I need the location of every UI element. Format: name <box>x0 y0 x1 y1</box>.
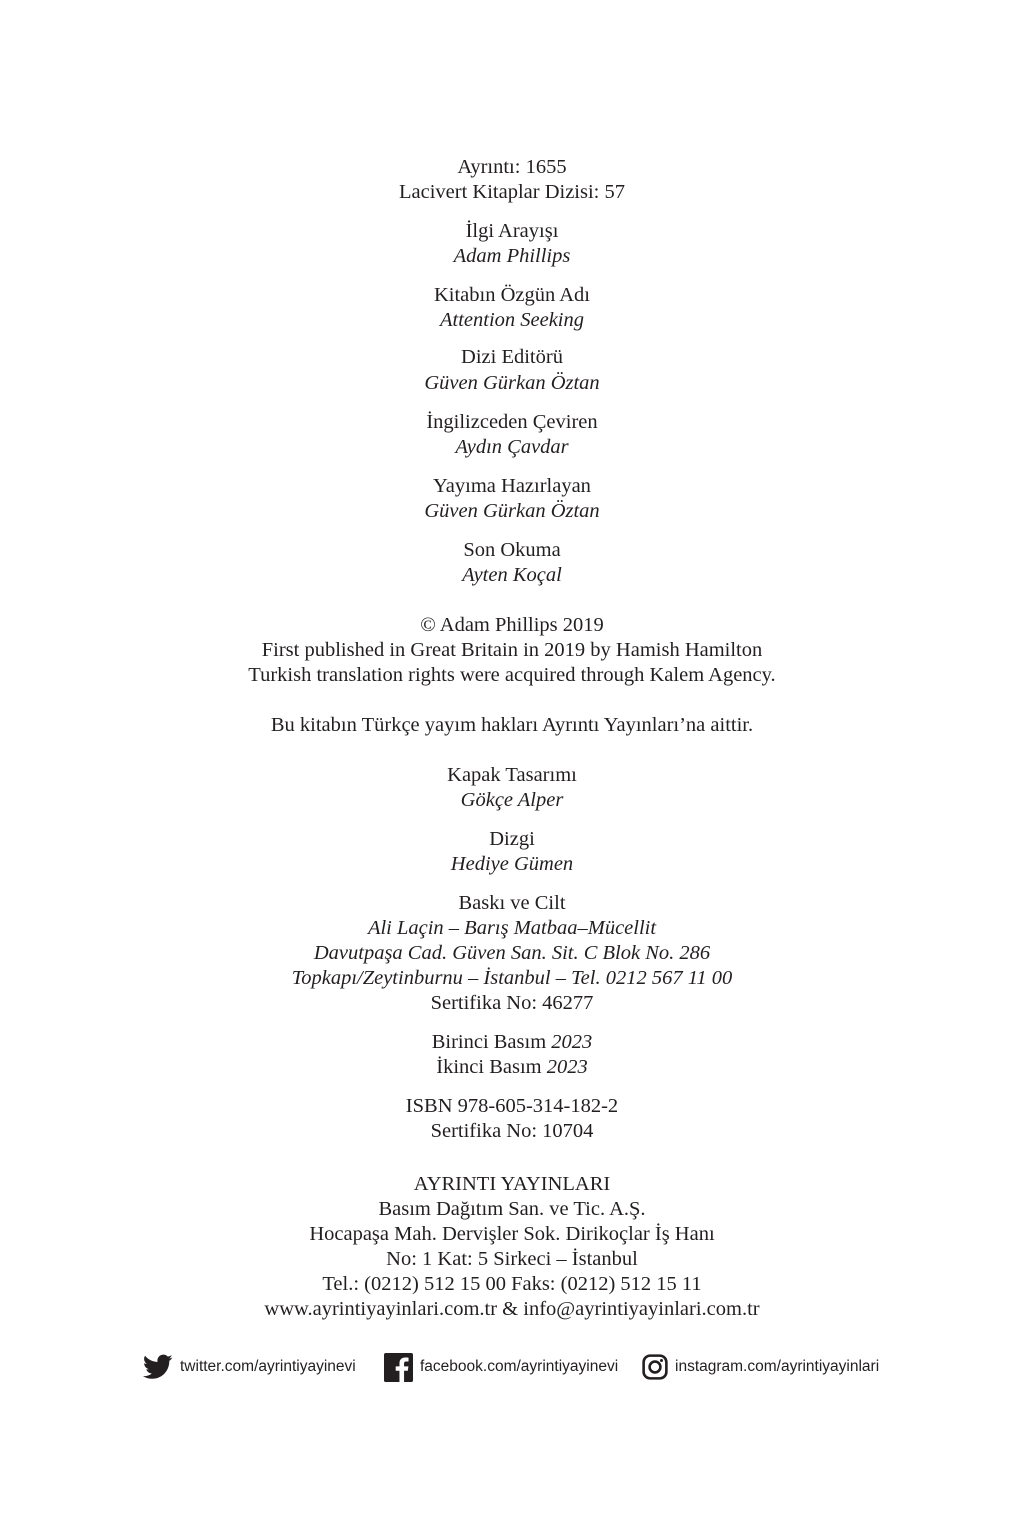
second-edition-year: 2023 <box>546 1056 588 1078</box>
facebook-f-icon <box>384 1353 413 1382</box>
twitter-link[interactable] <box>143 1349 356 1385</box>
first-published-line: First published in Great Britain in 2019 by Hamish Hamilton <box>261 639 763 661</box>
series-collection: Lacivert Kitaplar Dizisi: 57 <box>399 181 625 203</box>
printing-label: Baskı ve Cilt <box>458 892 566 914</box>
publisher-company: Basım Dağıtım San. ve Tic. A.Ş. <box>378 1198 646 1220</box>
translator-value: Aydın Çavdar <box>455 436 569 458</box>
facebook-handle: facebook.com/ayrintiyayinevi <box>420 1358 619 1375</box>
proofreading-label: Son Okuma <box>463 539 561 561</box>
printing-line-1: Ali Laçin – Barış Matbaa–Mücellit <box>367 917 657 939</box>
rights-notice: Bu kitabın Türkçe yayım hakları Ayrıntı Yayınları’na aittir. <box>270 714 754 736</box>
publisher-web[interactable]: www.ayrintiyayinlari.com.tr & info@ayrintiyayinlari.com.tr <box>264 1298 760 1320</box>
instagram-handle: instagram.com/ayrintiyayinlari <box>675 1358 880 1375</box>
printing-line-2: Davutpaşa Cad. Güven San. Sit. C Blok No. 286 <box>313 942 711 964</box>
book-author: Adam Phillips <box>453 245 571 267</box>
second-edition-label: İkinci Basım <box>436 1056 542 1078</box>
prepared-by-label: Yayıma Hazırlayan <box>433 475 591 497</box>
copyright-line: © Adam Phillips 2019 <box>420 614 604 636</box>
publisher-name: AYRINTI YAYINLARI <box>413 1173 611 1195</box>
series-editor-label: Dizi Editörü <box>461 346 563 368</box>
typesetting-label: Dizgi <box>489 828 535 850</box>
translator-label: İngilizceden Çeviren <box>426 411 598 433</box>
publisher-address-2: No: 1 Kat: 5 Sirkeci – İstanbul <box>386 1248 638 1270</box>
first-edition-label: Birinci Basım <box>431 1031 547 1053</box>
series-number: Ayrıntı: 1655 <box>457 156 567 178</box>
twitter-bird-icon <box>143 1354 173 1380</box>
translation-rights-line: Turkish translation rights were acquired through Kalem Agency. <box>248 664 776 686</box>
isbn: ISBN 978-605-314-182-2 <box>405 1095 619 1117</box>
original-title-label: Kitabın Özgün Adı <box>433 284 590 306</box>
book-title: İlgi Arayışı <box>465 220 559 242</box>
publisher-certificate: Sertifika No: 10704 <box>430 1120 594 1142</box>
series-editor-value: Güven Gürkan Öztan <box>424 372 600 394</box>
original-title-value: Attention Seeking <box>439 309 585 331</box>
instagram-camera-icon <box>642 1354 668 1380</box>
publisher-phone: Tel.: (0212) 512 15 00 Faks: (0212) 512 15 11 <box>322 1273 702 1295</box>
cover-design-value: Gökçe Alper <box>460 789 564 811</box>
facebook-link[interactable] <box>384 1349 618 1385</box>
printing-certificate: Sertifika No: 46277 <box>430 992 594 1014</box>
publisher-address-1: Hocapaşa Mah. Dervişler Sok. Dirikoçlar İş Hanı <box>309 1223 715 1245</box>
printing-line-3: Topkapı/Zeytinburnu – İstanbul – Tel. 0212 567 11 00 <box>291 967 733 989</box>
second-edition <box>0 1055 1024 1080</box>
first-edition <box>0 1030 1024 1055</box>
proofreading-value: Ayten Koçal <box>462 564 562 586</box>
cover-design-label: Kapak Tasarımı <box>447 764 577 786</box>
instagram-link[interactable] <box>642 1349 879 1385</box>
prepared-by-value: Güven Gürkan Öztan <box>424 500 600 522</box>
twitter-handle: twitter.com/ayrintiyayinevi <box>180 1358 356 1375</box>
first-edition-year: 2023 <box>551 1031 593 1053</box>
typesetting-value: Hediye Gümen <box>450 853 574 875</box>
